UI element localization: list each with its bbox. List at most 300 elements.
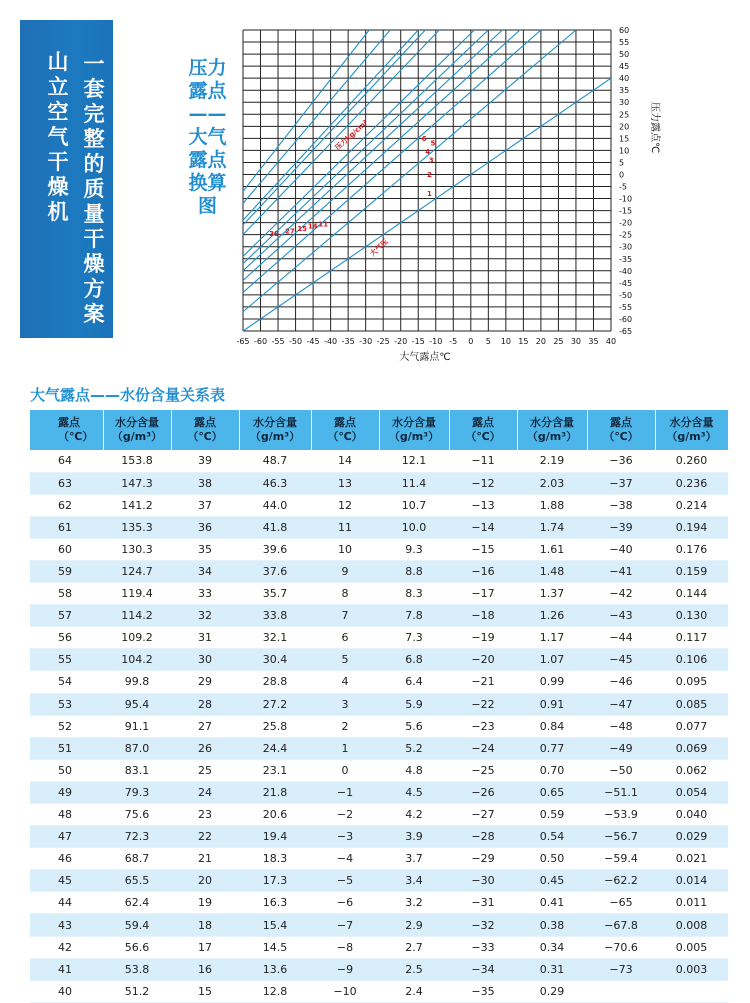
dew-point-cell: −4 — [311, 848, 379, 870]
moisture-cell: 147.3 — [103, 472, 171, 494]
dew-point-cell: 41 — [30, 958, 103, 980]
chart-annotation-label: 4 — [425, 148, 431, 157]
moisture-cell: 0.65 — [517, 781, 587, 803]
table-row — [30, 560, 728, 582]
x-tick-label: -25 — [376, 337, 390, 346]
moisture-cell: 5.6 — [379, 715, 449, 737]
moisture-cell: 0.236 — [655, 472, 728, 494]
moisture-cell: 99.8 — [103, 671, 171, 693]
x-tick-label: 0 — [468, 337, 474, 346]
moisture-cell: 0.014 — [655, 870, 728, 892]
dew-point-cell: −70.6 — [587, 936, 655, 958]
dew-point-cell: −39 — [587, 516, 655, 538]
moisture-cell: 0.99 — [517, 671, 587, 693]
dew-point-cell: 38 — [171, 472, 239, 494]
chart-title: 压力露点——大气露点换算图 — [188, 57, 227, 217]
dew-point-cell: −25 — [449, 759, 517, 781]
moisture-cell: 51.2 — [103, 980, 171, 1002]
column-header — [311, 410, 379, 450]
moisture-cell: 35.7 — [239, 583, 311, 605]
column-header-line1: 露点 — [58, 416, 80, 429]
column-header-unit: （℃） — [465, 430, 501, 443]
y-tick-label: 40 — [619, 74, 630, 84]
dew-point-cell: 23 — [171, 804, 239, 826]
moisture-cell: 75.6 — [103, 804, 171, 826]
moisture-cell: 72.3 — [103, 826, 171, 848]
chart-grid — [243, 30, 611, 331]
y-tick-label: -30 — [619, 242, 633, 252]
column-header — [30, 410, 103, 450]
x-tick-label: -30 — [359, 337, 373, 346]
column-header-line1: 露点 — [334, 416, 356, 429]
dew-point-cell: 30 — [171, 649, 239, 671]
dew-point-cell: −49 — [587, 737, 655, 759]
dew-point-cell: −67.8 — [587, 914, 655, 936]
chart-annotation-label: 1 — [427, 190, 432, 199]
dew-point-cell: 34 — [171, 560, 239, 582]
dew-point-cell: 29 — [171, 671, 239, 693]
chart-annotation-label: 大气压 — [368, 237, 390, 258]
dew-point-cell: −44 — [587, 627, 655, 649]
chart-annotation-label: 11 — [318, 220, 329, 229]
moisture-cell: 83.1 — [103, 759, 171, 781]
moisture-cell: 0.70 — [517, 759, 587, 781]
y-tick-label: 5 — [619, 158, 625, 168]
table-row — [30, 516, 728, 538]
chart-series-lines — [243, 30, 611, 331]
moisture-cell: 62.4 — [103, 892, 171, 914]
column-header — [379, 410, 449, 450]
moisture-cell: 0.040 — [655, 804, 728, 826]
y-tick-label: 50 — [619, 50, 630, 60]
column-header-line1: 露点 — [610, 416, 632, 429]
moisture-cell: 0.085 — [655, 693, 728, 715]
dew-point-moisture-table — [30, 410, 729, 1003]
dew-point-cell: −43 — [587, 605, 655, 627]
dew-point-cell: −20 — [449, 649, 517, 671]
dew-point-cell: 27 — [171, 715, 239, 737]
moisture-cell: 0.54 — [517, 826, 587, 848]
moisture-cell: 79.3 — [103, 781, 171, 803]
dew-point-cell: −23 — [449, 715, 517, 737]
x-tick-label: -20 — [394, 337, 408, 346]
x-tick-label: -5 — [449, 337, 458, 346]
dew-point-cell: 51 — [30, 737, 103, 759]
dew-point-cell: −26 — [449, 781, 517, 803]
dew-point-cell: 26 — [171, 737, 239, 759]
column-header — [449, 410, 517, 450]
dew-point-cell: −38 — [587, 494, 655, 516]
moisture-cell: 2.03 — [517, 472, 587, 494]
moisture-cell: 2.7 — [379, 936, 449, 958]
column-header-line1: 水分含量 — [530, 416, 574, 429]
dew-point-cell: 61 — [30, 516, 103, 538]
dew-point-cell: −35 — [449, 980, 517, 1002]
table-row — [30, 804, 728, 826]
moisture-cell: 0.077 — [655, 715, 728, 737]
dew-point-cell: 5 — [311, 649, 379, 671]
table-row — [30, 870, 728, 892]
dew-point-cell: 25 — [171, 759, 239, 781]
table-row — [30, 737, 728, 759]
chart-x-axis-label: 大气露点℃ — [399, 352, 451, 363]
moisture-cell: 0.176 — [655, 538, 728, 560]
dew-point-cell: 18 — [171, 914, 239, 936]
chart-annotation-label: 27 — [285, 227, 295, 236]
moisture-cell: 5.9 — [379, 693, 449, 715]
x-tick-label: -60 — [253, 337, 268, 346]
dew-point-cell: 40 — [30, 980, 103, 1002]
y-tick-label: -20 — [619, 218, 633, 228]
dew-point-cell: −56.7 — [587, 826, 655, 848]
y-tick-label: -45 — [619, 278, 633, 288]
moisture-cell: 0.50 — [517, 848, 587, 870]
y-tick-label: -25 — [619, 230, 633, 240]
column-header-line1: 水分含量 — [253, 416, 297, 429]
x-tick-label: 5 — [485, 337, 491, 346]
y-tick-label: 35 — [619, 86, 630, 96]
dew-point-cell: 20 — [171, 870, 239, 892]
series-line — [243, 30, 439, 235]
moisture-cell: 0.91 — [517, 693, 587, 715]
dew-point-cell: −34 — [449, 958, 517, 980]
table-row — [30, 848, 728, 870]
chart-annotations — [269, 118, 435, 258]
moisture-cell: 30.4 — [239, 649, 311, 671]
dew-point-cell: 15 — [171, 980, 239, 1002]
column-header-line1: 露点 — [472, 416, 494, 429]
moisture-cell: 0.054 — [655, 781, 728, 803]
moisture-cell: 2.4 — [379, 980, 449, 1002]
dew-point-cell: 1 — [311, 737, 379, 759]
table-row — [30, 980, 728, 1002]
dew-point-cell: 63 — [30, 472, 103, 494]
moisture-cell: 41.8 — [239, 516, 311, 538]
moisture-cell: 2.5 — [379, 958, 449, 980]
table-row — [30, 671, 728, 693]
moisture-cell: 56.6 — [103, 936, 171, 958]
moisture-cell: 14.5 — [239, 936, 311, 958]
y-tick-label: -55 — [619, 302, 633, 312]
moisture-cell: 65.5 — [103, 870, 171, 892]
dew-point-cell: −2 — [311, 804, 379, 826]
moisture-cell: 87.0 — [103, 737, 171, 759]
dew-point-cell: −59.4 — [587, 848, 655, 870]
moisture-cell: 8.8 — [379, 560, 449, 582]
chart-annotation-label: 压力kg/cm² — [333, 118, 370, 152]
dew-point-cell: 9 — [311, 560, 379, 582]
y-tick-label: 45 — [619, 62, 630, 72]
column-header-unit: （g/m³） — [526, 430, 578, 443]
dew-point-cell: 3 — [311, 693, 379, 715]
moisture-cell: 0.31 — [517, 958, 587, 980]
moisture-cell: 12.8 — [239, 980, 311, 1002]
x-tick-label: -55 — [271, 337, 285, 346]
table-row — [30, 583, 728, 605]
moisture-cell: 1.88 — [517, 494, 587, 516]
dew-point-cell: −22 — [449, 693, 517, 715]
dew-point-cell: −30 — [449, 870, 517, 892]
column-header-unit: （g/m³） — [249, 430, 301, 443]
dew-point-cell: 17 — [171, 936, 239, 958]
moisture-cell: 20.6 — [239, 804, 311, 826]
chart-y-axis-label: 压力露点℃ — [649, 102, 660, 154]
dew-point-cell: 35 — [171, 538, 239, 560]
dew-point-cell: 49 — [30, 781, 103, 803]
moisture-cell: 0.117 — [655, 627, 728, 649]
dew-point-cell: 19 — [171, 892, 239, 914]
moisture-cell: 0.41 — [517, 892, 587, 914]
y-tick-label: 15 — [619, 134, 630, 144]
dew-point-cell: −16 — [449, 560, 517, 582]
moisture-cell: 23.1 — [239, 759, 311, 781]
y-tick-label: -40 — [619, 266, 633, 276]
dew-point-cell: 13 — [311, 472, 379, 494]
y-tick-label: -50 — [619, 290, 633, 300]
x-tick-label: 20 — [535, 337, 546, 346]
moisture-cell: 21.8 — [239, 781, 311, 803]
moisture-cell: 16.3 — [239, 892, 311, 914]
dew-point-cell: 28 — [171, 693, 239, 715]
column-header-unit: （g/m³） — [388, 430, 440, 443]
moisture-cell: 1.37 — [517, 583, 587, 605]
moisture-cell: 33.8 — [239, 605, 311, 627]
moisture-cell: 6.4 — [379, 671, 449, 693]
moisture-cell: 0.214 — [655, 494, 728, 516]
y-tick-label: -10 — [619, 194, 633, 204]
y-tick-label: -5 — [619, 182, 627, 192]
table-row — [30, 914, 728, 936]
chart-annotation-label: 5 — [430, 139, 436, 148]
moisture-cell — [655, 980, 728, 1002]
moisture-cell: 19.4 — [239, 826, 311, 848]
y-tick-label: 30 — [619, 98, 630, 108]
dew-point-cell: −46 — [587, 671, 655, 693]
column-header-unit: （℃） — [327, 430, 363, 443]
dew-point-cell: 55 — [30, 649, 103, 671]
dew-point-cell: 42 — [30, 936, 103, 958]
dew-point-cell: 24 — [171, 781, 239, 803]
moisture-cell: 104.2 — [103, 649, 171, 671]
table-body — [30, 450, 728, 1002]
dew-point-cell: −19 — [449, 627, 517, 649]
moisture-cell: 0.021 — [655, 848, 728, 870]
dew-point-cell: 10 — [311, 538, 379, 560]
moisture-cell: 3.7 — [379, 848, 449, 870]
moisture-cell: 44.0 — [239, 494, 311, 516]
banner-title-slogan: 一套完整的质量干燥方案 — [83, 52, 105, 326]
table-row — [30, 649, 728, 671]
dew-point-cell: 47 — [30, 826, 103, 848]
table-row — [30, 892, 728, 914]
dew-point-cell: 33 — [171, 583, 239, 605]
moisture-cell: 5.2 — [379, 737, 449, 759]
dew-point-cell: −29 — [449, 848, 517, 870]
column-header — [655, 410, 728, 450]
moisture-cell: 0.77 — [517, 737, 587, 759]
moisture-cell: 1.74 — [517, 516, 587, 538]
table-row — [30, 605, 728, 627]
dew-point-cell: −37 — [587, 472, 655, 494]
chart-annotation-label: 14 — [307, 222, 318, 231]
y-tick-label: 25 — [619, 110, 630, 120]
dew-point-cell: 60 — [30, 538, 103, 560]
moisture-cell: 2.9 — [379, 914, 449, 936]
moisture-cell: 0.095 — [655, 671, 728, 693]
moisture-cell: 3.9 — [379, 826, 449, 848]
moisture-cell: 1.48 — [517, 560, 587, 582]
moisture-cell: 141.2 — [103, 494, 171, 516]
dew-point-cell: 2 — [311, 715, 379, 737]
dew-point-cell: 8 — [311, 583, 379, 605]
series-line — [243, 30, 390, 203]
moisture-cell: 13.6 — [239, 958, 311, 980]
table-row — [30, 781, 728, 803]
dew-point-cell: −6 — [311, 892, 379, 914]
moisture-cell: 0.062 — [655, 759, 728, 781]
y-tick-label: -35 — [619, 254, 633, 264]
dew-point-cell: 56 — [30, 627, 103, 649]
dew-point-cell — [587, 980, 655, 1002]
dew-point-cell: 32 — [171, 605, 239, 627]
moisture-cell: 0.144 — [655, 583, 728, 605]
dew-point-cell: −10 — [311, 980, 379, 1002]
x-tick-label: -35 — [341, 337, 355, 346]
column-header-unit: （℃） — [603, 430, 639, 443]
dew-point-cell: 43 — [30, 914, 103, 936]
dew-point-cell: −21 — [449, 671, 517, 693]
dew-point-cell: 11 — [311, 516, 379, 538]
moisture-cell: 0.45 — [517, 870, 587, 892]
column-header-unit: （g/m³） — [111, 430, 163, 443]
dew-point-cell: −47 — [587, 693, 655, 715]
dew-point-cell: −11 — [449, 450, 517, 472]
moisture-cell: 9.3 — [379, 538, 449, 560]
moisture-cell: 124.7 — [103, 560, 171, 582]
column-header — [171, 410, 239, 450]
y-tick-label: -65 — [619, 327, 633, 336]
moisture-cell: 0.34 — [517, 936, 587, 958]
column-header-line1: 露点 — [194, 416, 216, 429]
table-row — [30, 715, 728, 737]
dew-point-cell: −14 — [449, 516, 517, 538]
moisture-cell: 4.5 — [379, 781, 449, 803]
moisture-cell: 3.2 — [379, 892, 449, 914]
dew-point-cell: −36 — [587, 450, 655, 472]
dew-point-cell: −41 — [587, 560, 655, 582]
column-header-unit: （℃） — [58, 430, 94, 443]
dew-point-cell: −51.1 — [587, 781, 655, 803]
moisture-cell: 17.3 — [239, 870, 311, 892]
x-tick-label: -65 — [236, 337, 250, 346]
table-row — [30, 826, 728, 848]
moisture-cell: 91.1 — [103, 715, 171, 737]
moisture-cell: 8.3 — [379, 583, 449, 605]
dew-point-cell: 45 — [30, 870, 103, 892]
moisture-cell: 28.8 — [239, 671, 311, 693]
moisture-cell: 0.003 — [655, 958, 728, 980]
moisture-cell: 68.7 — [103, 848, 171, 870]
dew-point-cell: 21 — [171, 848, 239, 870]
x-tick-label: 15 — [518, 337, 529, 346]
dew-point-cell: −42 — [587, 583, 655, 605]
moisture-cell: 2.19 — [517, 450, 587, 472]
dew-point-cell: 14 — [311, 450, 379, 472]
dew-point-cell: −17 — [449, 583, 517, 605]
moisture-cell: 12.1 — [379, 450, 449, 472]
y-tick-label: 55 — [619, 38, 630, 48]
x-tick-label: -50 — [289, 337, 303, 346]
dew-point-cell: 37 — [171, 494, 239, 516]
chart-annotation-label: 15 — [297, 225, 308, 234]
moisture-cell: 0.029 — [655, 826, 728, 848]
dew-point-cell: −65 — [587, 892, 655, 914]
moisture-cell: 53.8 — [103, 958, 171, 980]
moisture-cell: 37.6 — [239, 560, 311, 582]
moisture-cell: 0.011 — [655, 892, 728, 914]
column-header-line1: 水分含量 — [392, 416, 436, 429]
dew-point-cell: 52 — [30, 715, 103, 737]
x-tick-label: 10 — [500, 337, 511, 346]
dew-point-cell: 44 — [30, 892, 103, 914]
column-header-unit: （℃） — [187, 430, 223, 443]
y-tick-label: -15 — [619, 206, 633, 216]
moisture-cell: 130.3 — [103, 538, 171, 560]
moisture-cell: 0.130 — [655, 605, 728, 627]
x-tick-label: -15 — [411, 337, 425, 346]
dew-point-cell: −27 — [449, 804, 517, 826]
dew-point-cell: 16 — [171, 958, 239, 980]
moisture-cell: 119.4 — [103, 583, 171, 605]
dew-point-cell: −9 — [311, 958, 379, 980]
moisture-cell: 0.005 — [655, 936, 728, 958]
dew-point-cell: 48 — [30, 804, 103, 826]
dew-point-cell: −1 — [311, 781, 379, 803]
column-header-line1: 水分含量 — [669, 416, 714, 429]
dew-point-cell: −45 — [587, 649, 655, 671]
x-tick-label: -45 — [306, 337, 320, 346]
moisture-cell: 109.2 — [103, 627, 171, 649]
dew-point-cell: 46 — [30, 848, 103, 870]
dew-point-cell: 58 — [30, 583, 103, 605]
moisture-cell: 114.2 — [103, 605, 171, 627]
moisture-cell: 135.3 — [103, 516, 171, 538]
moisture-cell: 0.106 — [655, 649, 728, 671]
column-header — [517, 410, 587, 450]
table-row — [30, 472, 728, 494]
dew-point-cell: 64 — [30, 450, 103, 472]
moisture-cell: 3.4 — [379, 870, 449, 892]
dew-point-cell: −3 — [311, 826, 379, 848]
moisture-cell: 0.59 — [517, 804, 587, 826]
moisture-cell: 59.4 — [103, 914, 171, 936]
column-header — [239, 410, 311, 450]
dew-point-cell: 62 — [30, 494, 103, 516]
moisture-cell: 1.61 — [517, 538, 587, 560]
table-row — [30, 450, 728, 472]
y-tick-label: -60 — [619, 314, 633, 324]
dew-point-cell: −13 — [449, 494, 517, 516]
moisture-cell: 0.38 — [517, 914, 587, 936]
moisture-cell: 11.4 — [379, 472, 449, 494]
column-header — [587, 410, 655, 450]
moisture-cell: 48.7 — [239, 450, 311, 472]
moisture-cell: 95.4 — [103, 693, 171, 715]
moisture-cell: 32.1 — [239, 627, 311, 649]
x-tick-label: 40 — [605, 337, 617, 346]
table-row — [30, 958, 728, 980]
x-tick-label: 35 — [588, 337, 599, 346]
